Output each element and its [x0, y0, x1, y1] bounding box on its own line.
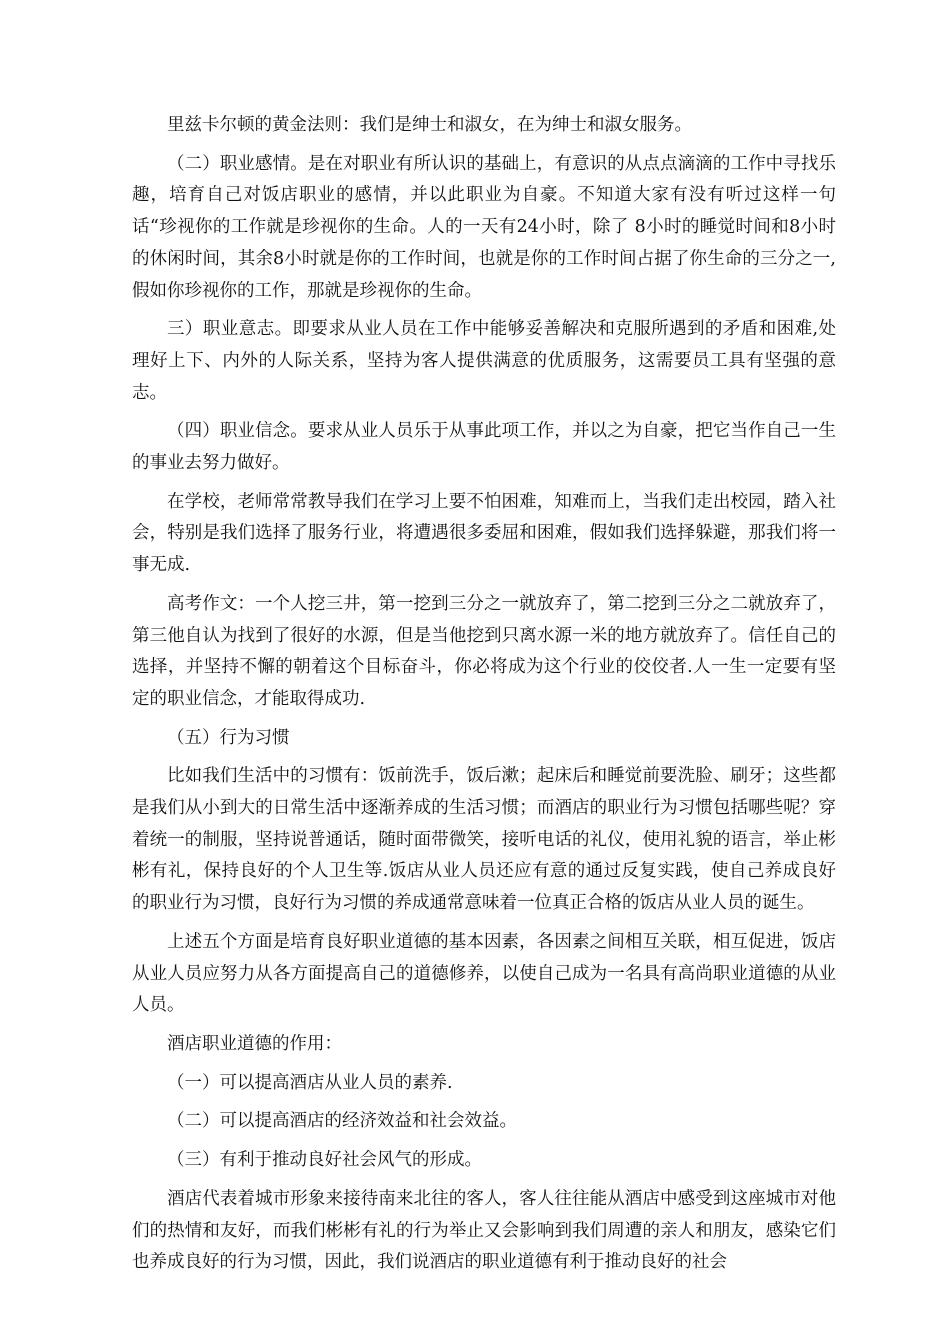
paragraph-role-one: （一）可以提高酒店从业人员的素养.: [167, 1072, 453, 1093]
paragraph-habits-examples: 比如我们生活中的习惯有：饭前洗手，饭后漱；起床后和睡觉前要洗脸、刷牙；这些都是我们从小到大的日常生活中逐渐养成的生活习惯；而酒店的职业行为习惯包括哪些呢？穿着统一的制服，坚持说普通话，随时面带微笑，接听电话的礼仪，使用礼貌的语言，举止彬彬有礼，保持良好的个人卫生等.饭店从业人员还应有意的通过反复实践，使自己养成良好的职业行为习惯，良好行为习惯的养成通常意味着一位真正合格的饭店从业人员的诞生。: [132, 766, 836, 914]
paragraph-essay-story: 高考作文：一个人挖三井，第一挖到三分之一就放弃了，第二挖到三分之二就放弃了，第三他自认为找到了很好的水源，但是当他挖到只离水源一米的地方就放弃了。信任自己的选择，并坚持不懈的朝着这个目标奋斗，你必将成为这个行业的佼佼者.人一生一定要有坚定的职业信念，才能取得成功.: [132, 593, 836, 709]
paragraph-professional-belief: （四）职业信念。要求从业人员乐于从事此项工作，并以之为自豪，把它当作自己一生的事业去努力做好。: [132, 421, 836, 474]
paragraph-professional-emotion: （二）职业感情。是在对职业有所认识的基础上，有意识的从点点滴滴的工作中寻找乐趣，培育自己对饭店职业的感情，并以此职业为自豪。不知道大家有没有听过这样一句话“珍视你的工作就是珍视你的生命。人的一天有24小时，除了 8小时的睡觉时间和8小时的休闲时间，其余8小时就是你的工作时间，也就是你的工作时间占据了你生命的三分之一,假如你珍视你的工作，那就是珍视你的生命。: [132, 153, 836, 301]
paragraph-five-aspects-summary: 上述五个方面是培育良好职业道德的基本因素，各因素之间相互关联，相互促进，饭店从业人员应努力从各方面提高自己的道德修养，以使自己成为一名具有高尚职业道德的从业人员。: [132, 931, 836, 1016]
paragraph-school-teaching: 在学校，老师常常教导我们在学习上要不怕困难，知难而上，当我们走出校园，踏入社会，特别是我们选择了服务行业，将遭遇很多委屈和困难，假如我们选择躲避，那我们将一事无成.: [132, 491, 836, 576]
paragraph-role-two: （二）可以提高酒店的经济效益和社会效益。: [167, 1111, 517, 1132]
paragraph-golden-rule: 里兹卡尔顿的黄金法则：我们是绅士和淑女，在为绅士和淑女服务。: [167, 115, 692, 135]
paragraph-ethics-role-heading: 酒店职业道德的作用：: [167, 1033, 342, 1054]
paragraph-city-image: 酒店代表着城市形象来接待南来北往的客人，客人往往能从酒店中感受到这座城市对他们的热情和友好，而我们彬彬有礼的行为举止又会影响到我们周遭的亲人和朋友，感染它们也养成良好的行为习惯，因此，我们说酒店的职业道德有利于推动良好的社会: [132, 1188, 836, 1273]
paragraph-role-three: （三）有利于推动良好社会风气的形成。: [167, 1150, 482, 1171]
document-body: [132, 110, 836, 1286]
paragraph-professional-will: 三）职业意志。即要求从业人员在工作中能够妥善解决和克服所遇到的矛盾和困难,处理好上下、内外的人际关系，坚持为客人提供满意的优质服务，这需要员工具有坚强的意志。: [132, 319, 836, 403]
paragraph-behavior-habits-heading: （五）行为习惯: [167, 727, 290, 748]
